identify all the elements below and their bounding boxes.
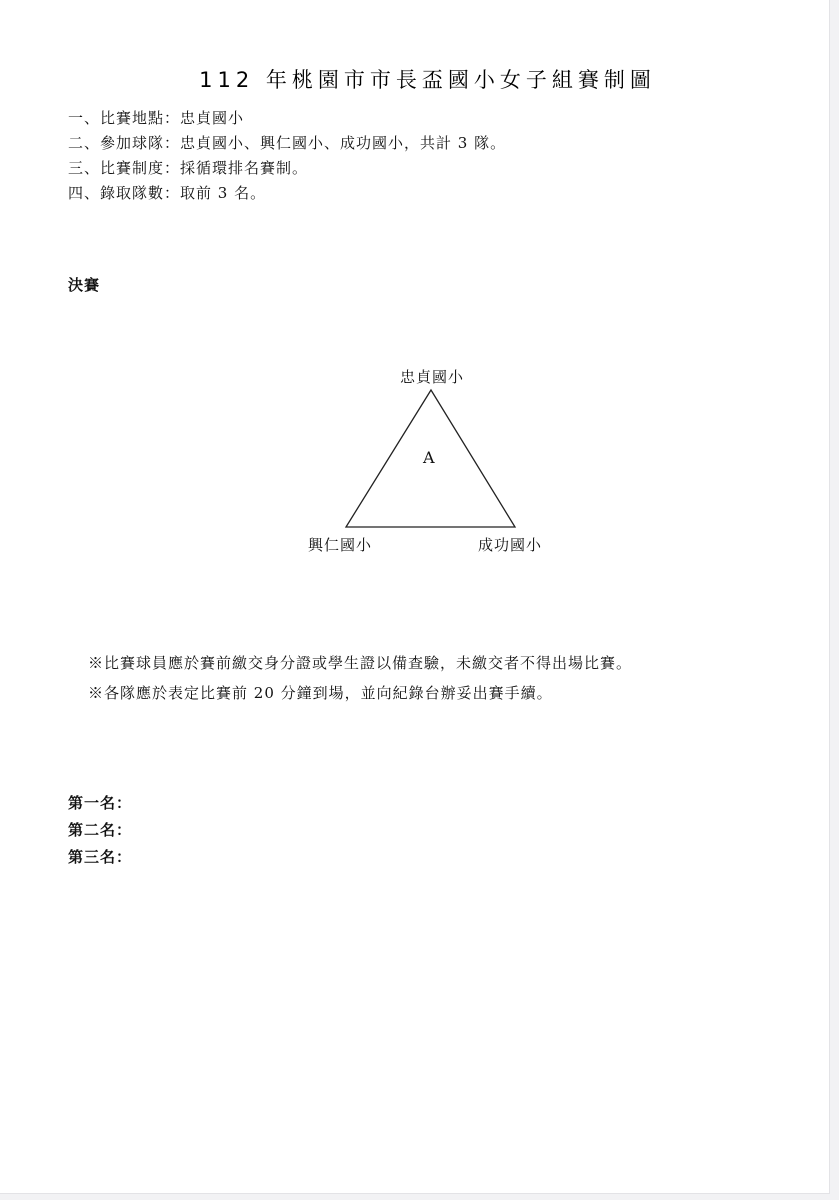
team-left-label: 興仁國小 — [308, 536, 373, 554]
ranking-third: 第三名： — [68, 848, 133, 866]
group-label: A — [423, 448, 435, 467]
note-arrival: ※各隊應於表定比賽前 20 分鐘到場，並向紀錄台辦妥出賽手續。 — [88, 684, 553, 702]
competition-info — [68, 106, 506, 206]
note-identification: ※比賽球員應於賽前繳交身分證或學生證以備查驗，未繳交者不得出場比賽。 — [88, 654, 633, 672]
info-format: 三、比賽制度：採循環排名賽制。 — [68, 159, 309, 177]
ranking-second: 第二名： — [68, 821, 133, 839]
info-qualifiers: 四、錄取隊數：取前 3 名。 — [68, 184, 267, 202]
document-title: 112 年桃園市市長盃國小女子組賽制圖 — [199, 68, 656, 92]
team-right-label: 成功國小 — [478, 536, 543, 554]
team-top-label: 忠貞國小 — [400, 368, 465, 386]
rankings — [68, 790, 132, 871]
info-teams: 二、參加球隊：忠貞國小、興仁國小、成功國小，共計 3 隊。 — [68, 134, 507, 152]
section-title-final: 決賽 — [68, 276, 101, 294]
info-venue: 一、比賽地點：忠貞國小 — [68, 109, 245, 127]
notes — [88, 648, 632, 708]
round-robin-diagram — [300, 360, 570, 570]
ranking-first: 第一名： — [68, 794, 133, 812]
